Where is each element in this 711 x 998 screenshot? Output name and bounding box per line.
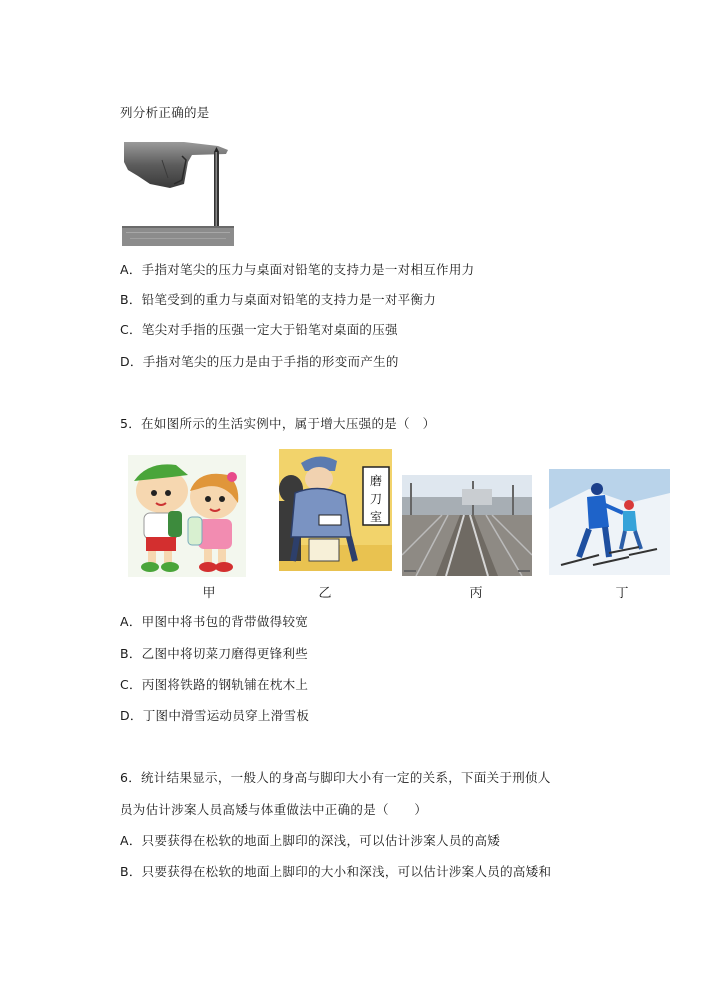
q4-option-b: B．铅笔受到的重力与桌面对铅笔的支持力是一对平衡力: [120, 292, 437, 307]
skiing-image: [549, 469, 670, 575]
q4-option-a: A．手指对笔尖的压力与桌面对铅笔的支持力是一对相互作用力: [120, 262, 475, 277]
railway-track-image: [402, 475, 532, 576]
question-6-stem-line1: 6．统计结果显示，一般人的身高与脚印大小有一定的关系，下面关于刑侦人: [120, 770, 551, 785]
knife-sharpener-image: [279, 449, 392, 571]
sign-char-2: 刀: [369, 492, 383, 506]
q5-option-b: B．乙图中将切菜刀磨得更锋利些: [120, 646, 309, 661]
q5-option-d: D．丁图中滑雪运动员穿上滑雪板: [120, 708, 310, 723]
sign-char-3: 室: [369, 510, 383, 524]
question-4-stem-tail: 列分析正确的是: [120, 105, 210, 120]
children-backpack-image: [128, 455, 246, 577]
caption-jia: 甲: [202, 586, 216, 601]
q5-option-a: A．甲图中将书包的背带做得较宽: [120, 614, 309, 629]
q6-option-a: A．只要获得在松软的地面上脚印的深浅，可以估计涉案人员的高矮: [120, 833, 501, 848]
hand-pencil-figure: [122, 140, 234, 246]
q5-option-c: C．丙图将铁路的钢轨铺在枕木上: [120, 677, 309, 692]
caption-yi: 乙: [318, 586, 332, 601]
q6-option-b: B．只要获得在松软的地面上脚印的大小和深浅，可以估计涉案人员的高矮和: [120, 864, 552, 879]
caption-bing: 丙: [469, 586, 483, 601]
q4-option-c: C．笔尖对手指的压强一定大于铅笔对桌面的压强: [120, 322, 398, 337]
q4-option-d: D．手指对笔尖的压力是由于手指的形变而产生的: [120, 354, 399, 369]
question-5-stem: 5．在如图所示的生活实例中，属于增大压强的是（ ）: [120, 416, 436, 431]
question-6-stem-line2: 员为估计涉案人员高矮与体重做法中正确的是（ ）: [120, 802, 428, 817]
caption-ding: 丁: [615, 586, 629, 601]
sign-char-1: 磨: [369, 474, 383, 488]
